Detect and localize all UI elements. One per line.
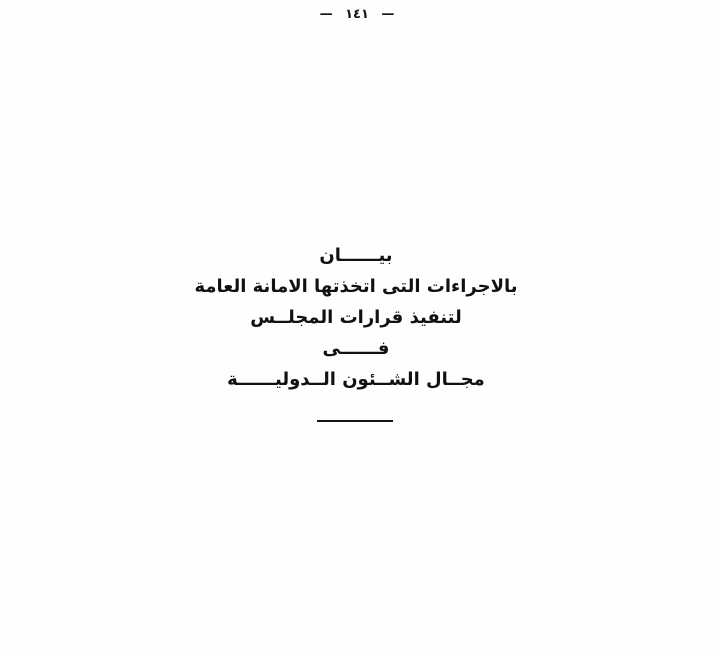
- title-line-statement: بيــــــان: [319, 245, 393, 266]
- title-line-procedures-taken: بالاجراءات التى اتخذتها الامانة العامة: [194, 276, 518, 297]
- page-number: — ١٤١ —: [319, 7, 395, 22]
- title-line-international-affairs-field: مجــال الشــئون الــدوليــــــة: [227, 369, 485, 390]
- title-line-implement-council-resolutions: لتنفيذ قرارات المجلــس: [250, 307, 462, 328]
- statement-title-block: [0, 240, 712, 395]
- separator-rule: [317, 420, 393, 422]
- title-line-in: فــــــى: [322, 338, 390, 359]
